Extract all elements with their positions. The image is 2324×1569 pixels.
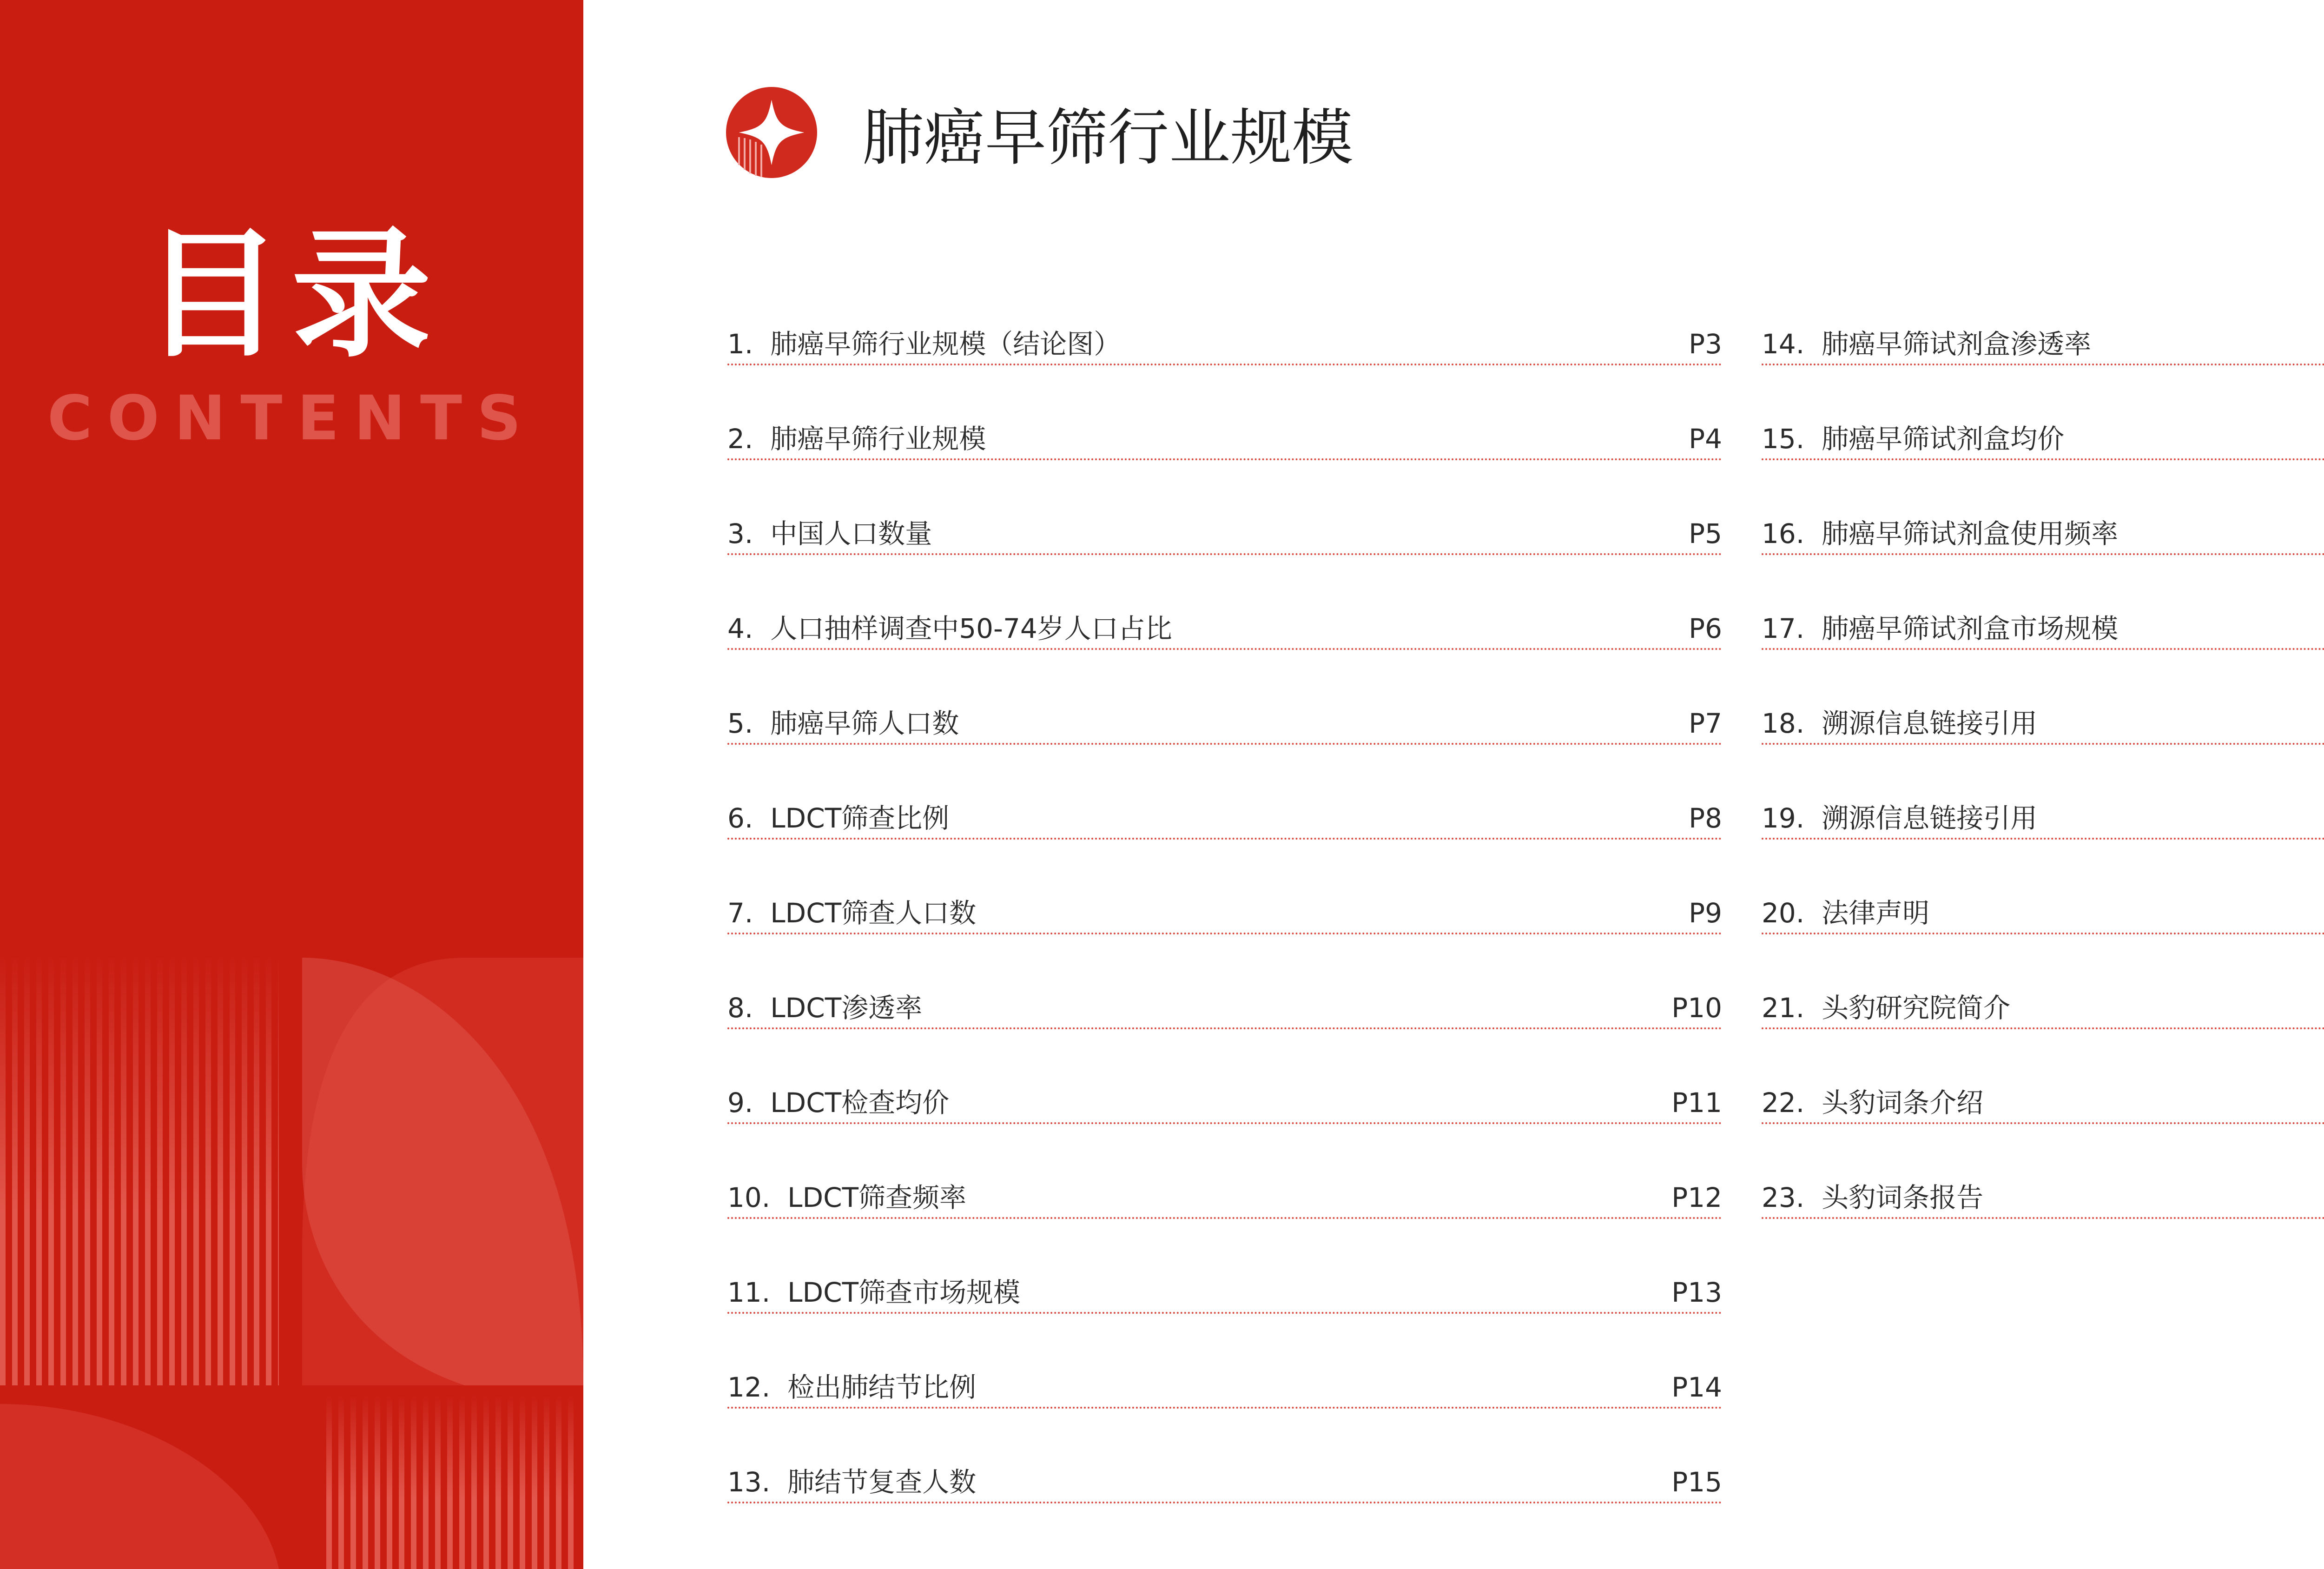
toc-item-number: 21. — [1762, 992, 1822, 1024]
toc-item-number: 16. — [1762, 518, 1822, 549]
toc-item-label: LDCT筛查市场规模 — [787, 1277, 1021, 1308]
toc-item-label: 肺癌早筛试剂盒市场规模 — [1822, 613, 2119, 644]
toc-item[interactable] — [1762, 1151, 2324, 1246]
toc-item-number: 23. — [1762, 1182, 1822, 1213]
toc-item[interactable] — [727, 392, 1722, 487]
toc-item[interactable] — [727, 487, 1722, 582]
toc-list-right — [1762, 298, 2324, 1246]
toc-item-label: LDCT筛查比例 — [770, 802, 950, 834]
toc-item-page: P10 — [1671, 992, 1722, 1024]
toc-item[interactable] — [1762, 392, 2324, 487]
toc-item-number: 19. — [1762, 802, 1822, 834]
toc-item-number: 8. — [727, 992, 771, 1024]
toc-title: 目录 — [143, 214, 441, 376]
toc-item-label: 溯源信息链接引用 — [1822, 708, 2038, 739]
toc-item[interactable] — [727, 677, 1722, 772]
toc-item-page: P7 — [1689, 708, 1722, 739]
toc-item-label: 法律声明 — [1822, 897, 1930, 929]
toc-list-left — [727, 298, 1722, 1530]
toc-item-label: 肺癌早筛试剂盒渗透率 — [1822, 328, 2092, 360]
toc-item-page: P3 — [1689, 328, 1722, 360]
toc-item[interactable] — [727, 961, 1722, 1056]
toc-item-label: 头豹研究院简介 — [1822, 992, 2011, 1024]
toc-item-label: 头豹词条介绍 — [1822, 1087, 1984, 1119]
toc-item-number: 14. — [1762, 328, 1822, 360]
toc-item-number: 22. — [1762, 1087, 1822, 1119]
toc-item[interactable] — [727, 1341, 1722, 1436]
toc-item-label: 中国人口数量 — [770, 518, 932, 549]
toc-item[interactable] — [1762, 867, 2324, 961]
toc-item[interactable] — [727, 1056, 1722, 1151]
toc-item-number: 7. — [727, 897, 771, 929]
toc-item-label: 肺癌早筛试剂盒均价 — [1822, 423, 2065, 455]
toc-item-page: P6 — [1689, 613, 1722, 644]
report-logo-icon — [725, 86, 818, 179]
toc-item-number: 6. — [727, 802, 771, 834]
toc-item-page: P14 — [1671, 1371, 1722, 1403]
toc-item-number: 18. — [1762, 708, 1822, 739]
toc-item-number: 5. — [727, 708, 771, 739]
toc-item-number: 3. — [727, 518, 771, 549]
toc-item[interactable] — [727, 772, 1722, 867]
toc-item-page: P5 — [1689, 518, 1722, 549]
page-title: 肺癌早筛行业规模 — [862, 102, 1353, 174]
toc-item[interactable] — [1762, 487, 2324, 582]
toc-item-label: 肺癌早筛行业规模（结论图） — [770, 328, 1121, 360]
toc-item[interactable] — [727, 867, 1722, 961]
toc-item-page: P4 — [1689, 423, 1722, 455]
toc-item-number: 11. — [727, 1277, 788, 1308]
toc-item[interactable] — [1762, 961, 2324, 1056]
toc-item-page: P12 — [1671, 1182, 1722, 1213]
toc-item-label: 人口抽样调查中50-74岁人口占比 — [770, 613, 1172, 644]
toc-item[interactable] — [727, 298, 1722, 392]
toc-item[interactable] — [1762, 677, 2324, 772]
toc-item-number: 12. — [727, 1371, 788, 1403]
toc-item[interactable] — [1762, 1056, 2324, 1151]
toc-item[interactable] — [1762, 582, 2324, 677]
toc-item-number: 20. — [1762, 897, 1822, 929]
toc-item-label: LDCT筛查频率 — [787, 1182, 967, 1213]
toc-item[interactable] — [727, 1151, 1722, 1246]
toc-item-label: 头豹词条报告 — [1822, 1182, 1984, 1213]
sidebar — [0, 0, 583, 1569]
toc-item-label: 肺癌早筛人口数 — [770, 708, 959, 739]
toc-item-page: P8 — [1689, 802, 1722, 834]
toc-item-label: 溯源信息链接引用 — [1822, 802, 2038, 834]
toc-item-label: LDCT检查均价 — [770, 1087, 950, 1119]
toc-item-number: 4. — [727, 613, 771, 644]
toc-item-page: P13 — [1671, 1277, 1722, 1308]
toc-item-number: 15. — [1762, 423, 1822, 455]
toc-item[interactable] — [727, 1246, 1722, 1341]
toc-item-label: LDCT渗透率 — [770, 992, 923, 1024]
toc-item[interactable] — [1762, 772, 2324, 867]
toc-item-page: P11 — [1671, 1087, 1722, 1119]
toc-item-label: 肺癌早筛试剂盒使用频率 — [1822, 518, 2119, 549]
toc-item-label: 检出肺结节比例 — [787, 1371, 977, 1403]
toc-item-number: 10. — [727, 1182, 788, 1213]
toc-item-label: 肺结节复查人数 — [787, 1466, 977, 1498]
toc-item-number: 17. — [1762, 613, 1822, 644]
toc-item-page: P15 — [1671, 1466, 1722, 1498]
toc-item-label: 肺癌早筛行业规模 — [770, 423, 986, 455]
toc-item[interactable] — [1762, 298, 2324, 392]
toc-item[interactable] — [727, 582, 1722, 677]
toc-item-label: LDCT筛查人口数 — [770, 897, 977, 929]
toc-item-number: 9. — [727, 1087, 771, 1119]
toc-item-number: 2. — [727, 423, 771, 455]
toc-item-page: P9 — [1689, 897, 1722, 929]
toc-subtitle: CONTENTS — [47, 383, 536, 454]
toc-item[interactable] — [727, 1436, 1722, 1530]
header — [725, 84, 1353, 181]
toc-item-number: 1. — [727, 328, 771, 360]
toc-item-number: 13. — [727, 1466, 788, 1498]
